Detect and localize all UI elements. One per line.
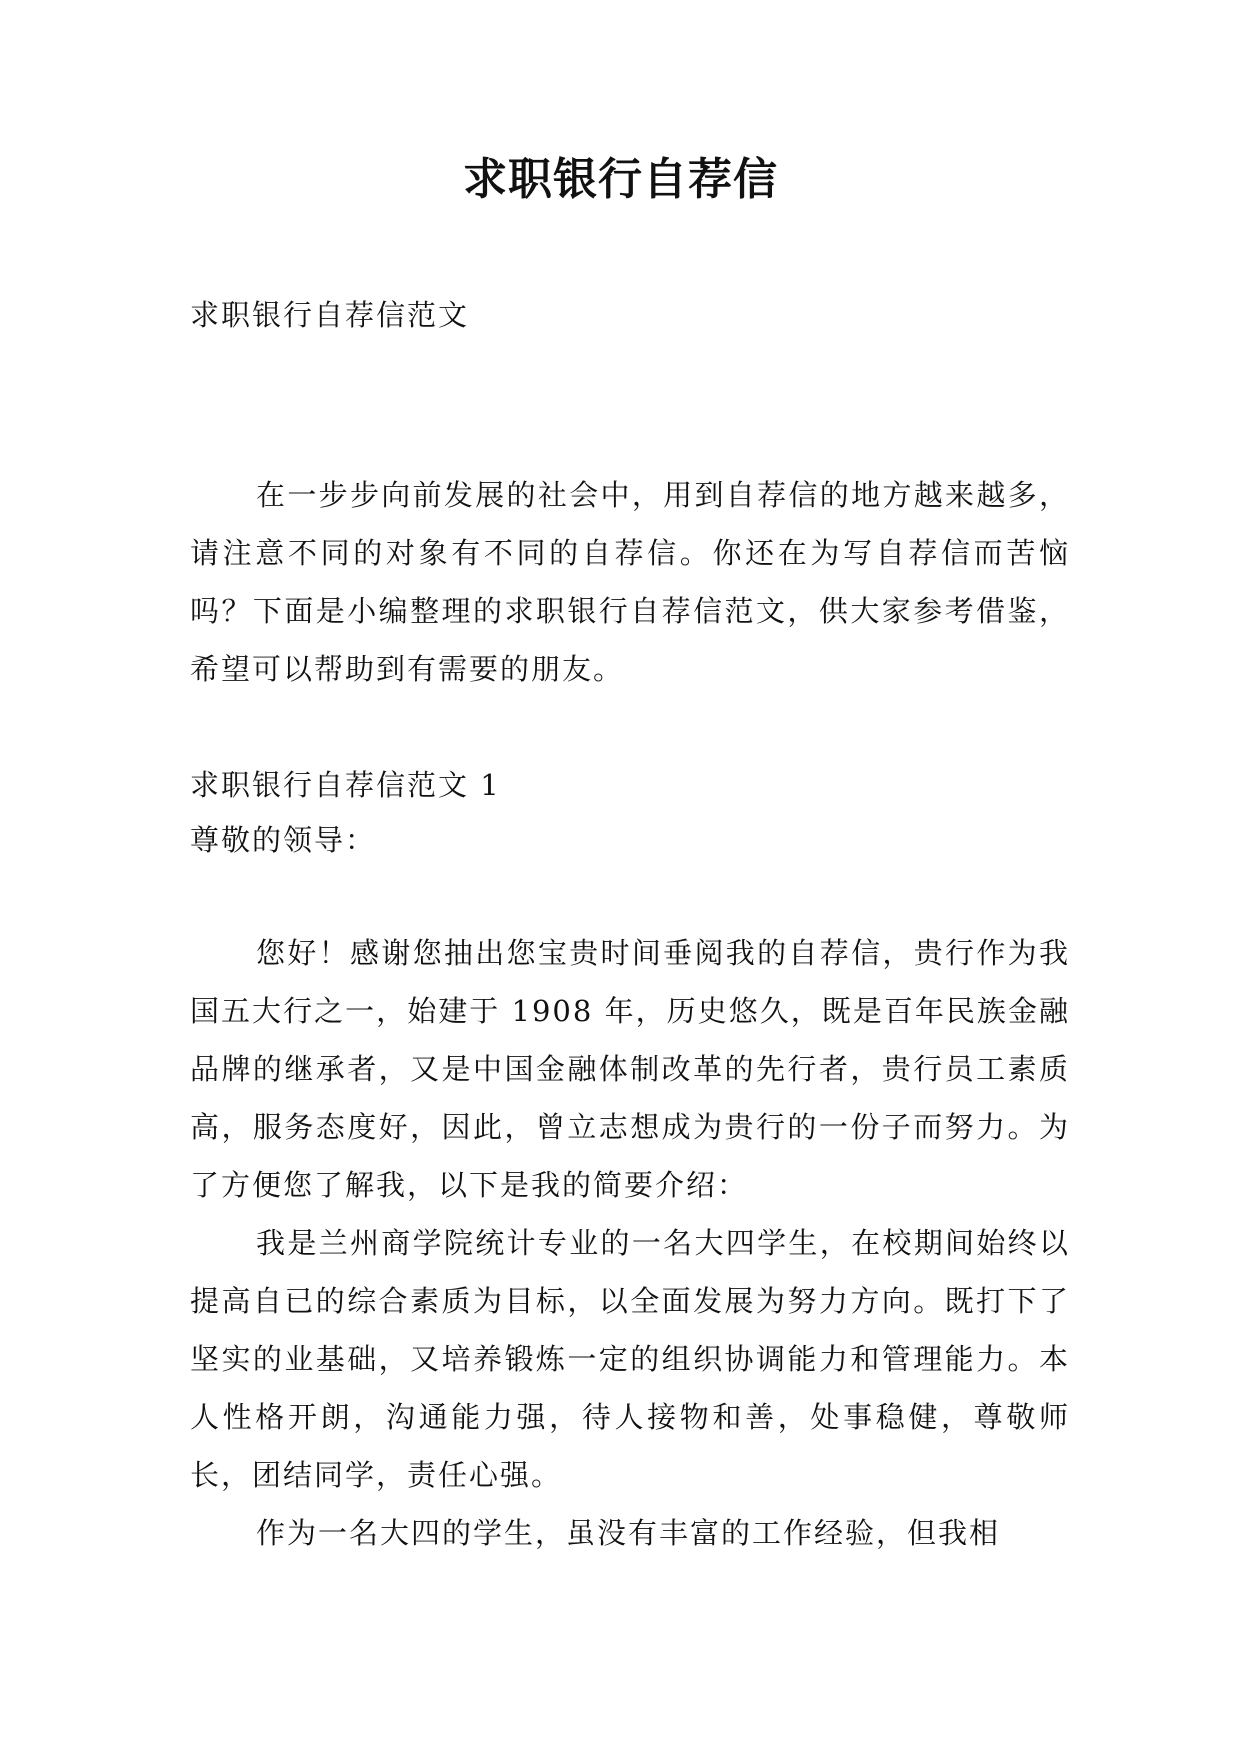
salutation: 尊敬的领导： [190,823,377,857]
body-paragraph: 我是兰州商学院统计专业的一名大四学生，在校期间始终以提高自已的综合素质为目标，以全面发展为努力方向。既打下了坚实的业基础，又培养锻炼一定的组织协调能力和管理能力。本人性格开朗，沟通能力强，待人接物和善，处事稳健，尊敬师长，团结同学，责任心强。 [190,1226,1070,1492]
intro-paragraph: 在一步步向前发展的社会中，用到自荐信的地方越来越多，请注意不同的对象有不同的自荐信。你还在为写自荐信而苦恼吗？下面是小编整理的求职银行自荐信范文，供大家参考借鉴，希望可以帮助到有需要的朋友。 [190,478,1070,686]
body-paragraph: 您好！感谢您抽出您宝贵时间垂阅我的自荐信，贵行作为我国五大行之一，始建于 1908 年，历史悠久，既是百年民族金融品牌的继承者，又是中国金融体制改革的先行者，贵行员工素质高，服务态度好，因此，曾立志想成为贵行的一份子而努力。为了方便您了解我，以下是我的简要介绍： [190,936,1070,1202]
section-heading: 求职银行自荐信范文 1 [190,768,501,802]
body-paragraph: 作为一名大四的学生，虽没有丰富的工作经验，但我相 [256,1516,1001,1550]
document-subtitle: 求职银行自荐信范文 [190,298,470,332]
document-title: 求职银行自荐信 [463,154,778,205]
